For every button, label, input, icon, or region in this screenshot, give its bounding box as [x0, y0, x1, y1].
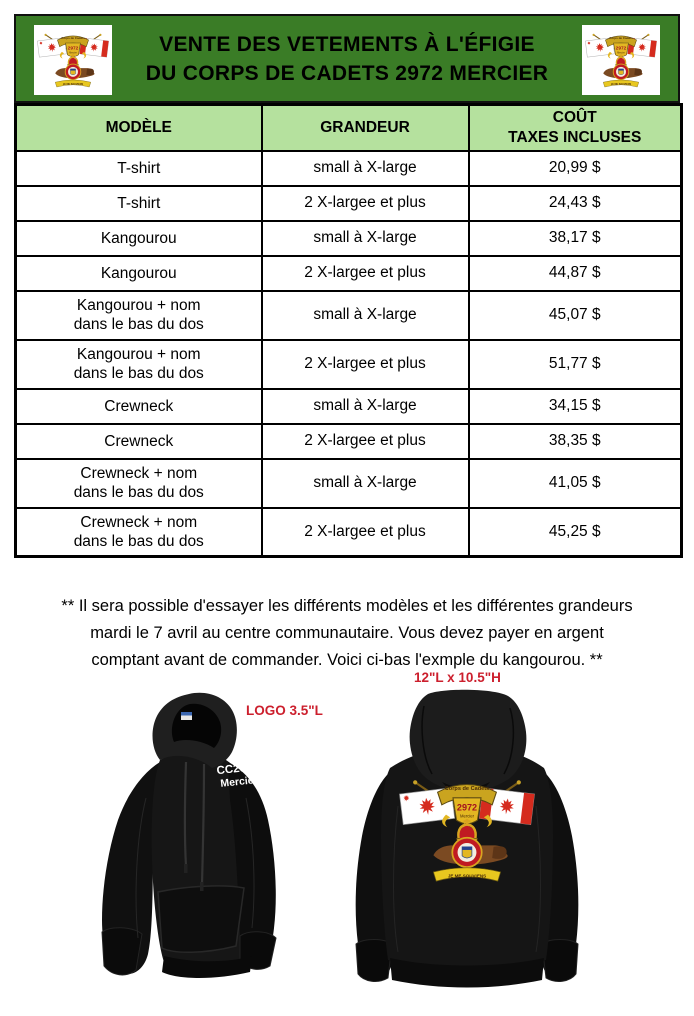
size-cell: 2 X-largee et plus: [262, 424, 469, 459]
column-header-cost-line2: TAXES INCLUSES: [508, 128, 642, 146]
size-cell: small à X-large: [262, 291, 469, 340]
front-logo-size-label: LOGO 3.5"L: [246, 703, 323, 718]
cost-cell: 38,35 $: [469, 424, 682, 459]
cost-cell: 24,43 $: [469, 186, 682, 221]
model-cell: T-shirt: [16, 151, 262, 186]
size-cell: 2 X-largee et plus: [262, 508, 469, 557]
drawstring-left: [185, 762, 186, 866]
hoodie-front-image: [86, 688, 308, 990]
table-row: [16, 340, 682, 389]
corps-crest-logo-left: [34, 25, 112, 95]
cost-cell: 34,15 $: [469, 389, 682, 424]
model-cell: Kangourou: [16, 256, 262, 291]
fitting-note-line1: ** Il sera possible d'essayer les différents modèles et les différentes grandeurs: [61, 597, 633, 615]
hood: [410, 690, 527, 792]
corps-crest-icon: [36, 29, 110, 91]
size-cell: small à X-large: [262, 459, 469, 508]
model-cell: Crewneck: [16, 389, 262, 424]
table-row: [16, 508, 682, 557]
table-row: [16, 151, 682, 186]
price-table: [14, 103, 683, 558]
model-cell: T-shirt: [16, 186, 262, 221]
table-row: [16, 389, 682, 424]
size-cell: small à X-large: [262, 151, 469, 186]
table-row: [16, 186, 682, 221]
cost-cell: 45,25 $: [469, 508, 682, 557]
page-title-line1: VENTE DES VETEMENTS À L'ÉFIGIE: [159, 32, 535, 56]
model-cell: Crewneck + nom dans le bas du dos: [16, 508, 262, 557]
cost-cell: 45,07 $: [469, 291, 682, 340]
size-cell: 2 X-largee et plus: [262, 340, 469, 389]
cost-cell: 20,99 $: [469, 151, 682, 186]
size-cell: small à X-large: [262, 389, 469, 424]
page-title-line2: DU CORPS DE CADETS 2972 MERCIER: [145, 61, 549, 85]
model-cell: Kangourou: [16, 221, 262, 256]
table-row: [16, 221, 682, 256]
corps-crest-logo-right: [582, 25, 660, 95]
table-row: [16, 256, 682, 291]
title-banner: [14, 14, 680, 103]
fitting-note-line2: mardi le 7 avril au centre communautaire. Vous devez payer en argent: [90, 624, 604, 642]
model-cell: Kangourou + nom dans le bas du dos: [16, 291, 262, 340]
size-cell: 2 X-largee et plus: [262, 256, 469, 291]
chest-print-line2: Mercier: [219, 774, 259, 790]
column-header-model: MODÈLE: [16, 105, 262, 151]
chest-print-line1: CC2972: [216, 760, 260, 778]
model-cell: Crewneck: [16, 424, 262, 459]
size-cell: small à X-large: [262, 221, 469, 256]
cost-cell: 44,87 $: [469, 256, 682, 291]
kangaroo-pocket: [158, 886, 244, 952]
corps-crest-icon: [584, 29, 658, 91]
fitting-note-line3: comptant avant de commander. Voici ci-bas l'exmple du kangourou. **: [91, 651, 603, 669]
hoodie-back-image: [344, 686, 592, 994]
page-title: [120, 30, 574, 88]
cost-cell: 51,77 $: [469, 340, 682, 389]
cost-cell: 38,17 $: [469, 221, 682, 256]
table-row: [16, 291, 682, 340]
chest-print: [216, 761, 261, 790]
model-cell: Kangourou + nom dans le bas du dos: [16, 340, 262, 389]
table-header-row: [16, 105, 682, 151]
column-header-cost: [469, 105, 682, 151]
back-logo-size-label: 12"L x 10.5"H: [414, 670, 501, 685]
table-row: [16, 459, 682, 508]
size-cell: 2 X-largee et plus: [262, 186, 469, 221]
fitting-note: [27, 593, 667, 674]
model-cell: Crewneck + nom dans le bas du dos: [16, 459, 262, 508]
column-header-cost-line1: COÛT: [552, 108, 597, 126]
column-header-size: GRANDEUR: [262, 105, 469, 151]
cost-cell: 41,05 $: [469, 459, 682, 508]
table-row: [16, 424, 682, 459]
